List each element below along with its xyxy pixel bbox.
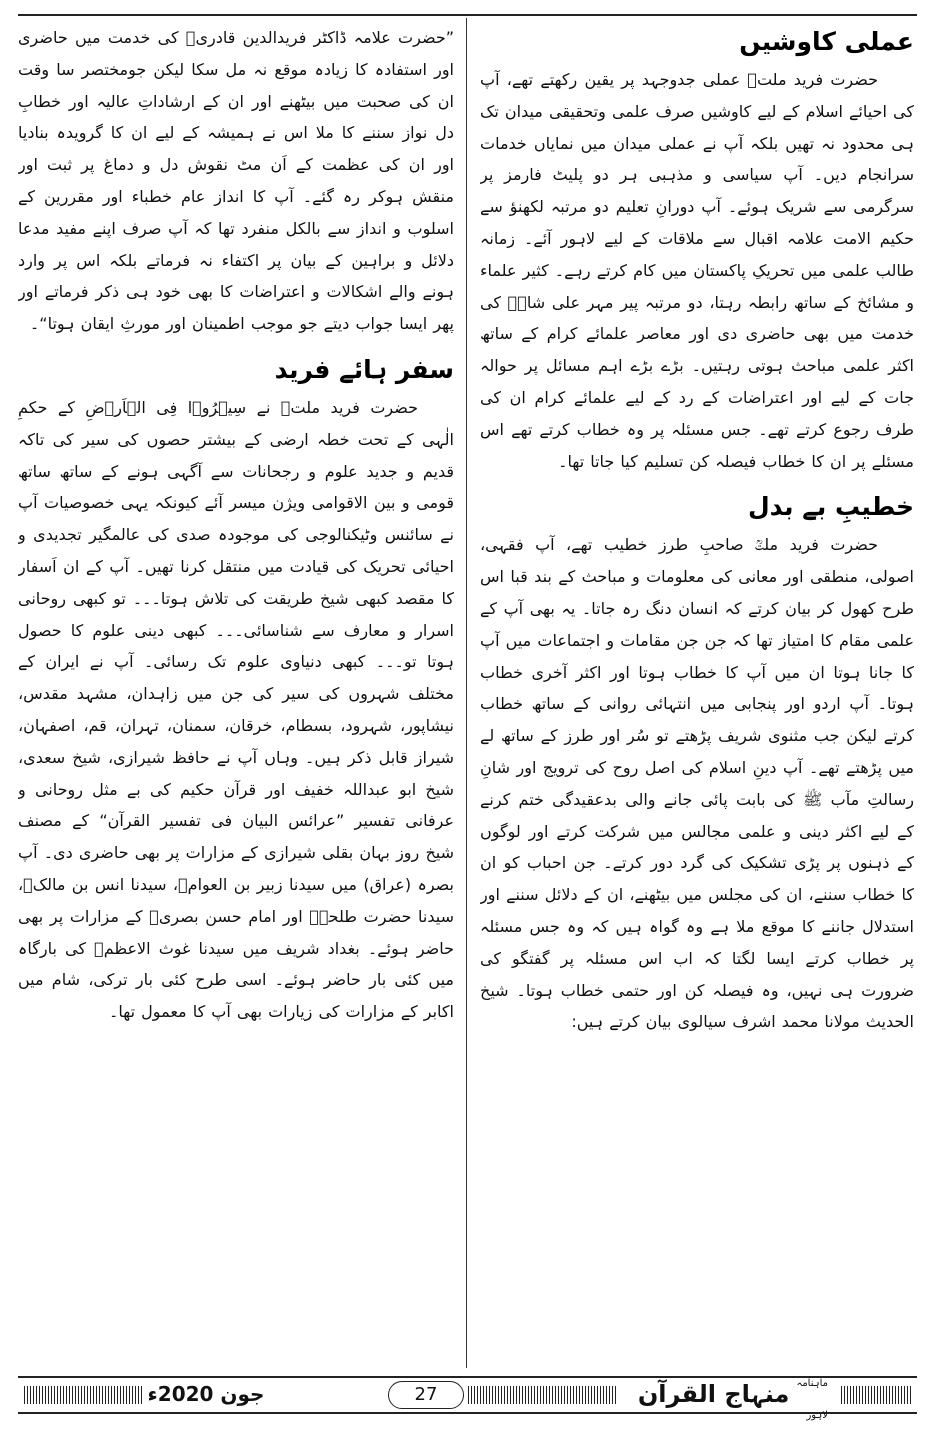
page-number: 27 — [388, 1381, 464, 1409]
left-column — [18, 22, 454, 1367]
section-heading-orator: خطیبِ بے بدل — [747, 492, 914, 522]
issue-date: جون 2020ء — [147, 1382, 265, 1406]
section-heading-travels: سفر ہائے فرید — [274, 354, 454, 384]
right-column — [480, 22, 914, 1367]
footer-hatch-right — [841, 1386, 911, 1404]
quote-paragraph: ”حضرت علامہ ڈاکٹر فریدالدین قادریؒ کی خدمت میں حاضری اور استفادہ کا زیادہ موقع نہ مل سکا لیکن جومختصر سا وقت ان کی صحبت میں بیٹھنے اور ان کے ارشاداتِ عالیہ اور خطابِ دل نواز سننے کا ملا اس نے ہمیشہ کے لیے ان کا گرویدہ بنادیا اور ان کی عظمت کے اَن مٹ نقوش دل و دماغ پر ثبت اور منقش ہوکر رہ گئے۔ آپ کا انداز عام خطباء اور مقررین کے اسلوب و انداز سے بالکل منفرد تھا کہ آپ صرف اپنے مفید مدعا دلائل و براہین کے بیان پر اکتفاء نہ فرماتے بلکہ اس پر وارد ہونے والے اشکالات و اعتراضات کا بھی خود ہی ذکر فرماتے اور پھر ایسا جواب دیتے جو موجب اطمینان اور مورثِ ایقان ہوتا“۔ — [18, 28, 454, 334]
footer-hatch-left — [24, 1386, 142, 1404]
magazine-logo — [628, 1378, 828, 1421]
paragraph-practical-efforts: حضرت فرید ملتؒ عملی جدوجہد پر یقین رکھتے تھے، آپ کی احیائے اسلام کے لیے کاوشیں صرف علمی وتحقیقی میدان تک ہی محدود نہ تھیں بلکہ آپ نے عملی میدان میں نمایاں خدمات سرانجام دیں۔ آپ سیاسی و مذہبی ہر دو پلیٹ فارمز پر سرگرمی سے شریک ہوئے۔ آپ دورانِ تعلیم دو مرتبہ لکھنؤ سے حکیم الامت علامہ اقبال سے ملاقات کے لیے لاہور آئے۔ زمانہ طالب علمی میں تحریکِ پاکستان میں کام کرتے رہے۔ کثیر علماء و مشائخ کے ساتھ رابطہ رہتا، دو مرتبہ پیر مہر علی شاہؒ کی خدمت میں بھی حاضری دی اور معاصر علمائے کرام کے ساتھ اکثر علمی مباحث ہوتی رہتیں۔ بڑے بڑے اہم مسائل پر حوالہ جات کے لیے اور اعتراضات کے رد کے لیے علمائے کرام ان کی طرف رجوع کرتے تھے۔ جس مسئلہ پر وہ خطاب کرتے تھے اس مسئلے پر ان کا خطاب فیصلہ کن تسلیم کیا جاتا تھا۔ — [480, 70, 914, 471]
page-footer — [18, 1376, 917, 1421]
magazine-label: ماہنامہ — [796, 1378, 828, 1389]
paragraph-orator: حضرت فرید ملتؒ صاحبِ طرز خطیب تھے، آپ فقہی، اصولی، منطقی اور معانی کی معلومات و مباحث کے بند قبا اس طرح کھول کر بیان کرتے کہ انسان دنگ رہ جاتا۔ یہ بھی آپ کے علمی مقام کا امتیاز تھا کہ جن جن مقامات و اجتماعات میں آپ کا جانا ہوتا ان میں آپ کا خطاب ہوتا اور اکثر آخری خطاب ہوتا۔ آپ اردو اور پنجابی میں انتہائی روانی کے ساتھ خطاب کرتے لیکن جب مثنوی شریف پڑھتے تو سُر اور طرز کے ساتھ لے میں پڑھتے تھے۔ آپ دینِ اسلام کی اصل روح کی ترویج اور شانِ رسالتِ مآب ﷺ کی بابت پائی جانے والی بدعقیدگی ختم کرنے کے لیے اکثر دینی و علمی مجالس میں شرکت کرتے اور لوگوں کے ذہنوں پر پڑی تشکیک کی گرد دور کرتے۔ جن احباب کو ان کا خطاب سننے، ان کی مجلس میں بیٹھنے، ان کے دلائل سننے اور استدلال جاننے کا موقع ملا ہے وہ گواہ ہیں کہ وہ جس مسئلہ پر خطاب کرتے ایسا لگتا کہ اب اس مسئلہ پر گفتگو کی ضرورت ہی نہیں، وہ فیصلہ کن اور حتمی خطاب ہوتا۔ شیخ الحدیث مولانا محمد اشرف سیالوی بیان کرتے ہیں: — [480, 535, 914, 1032]
paragraph-travels: حضرت فرید ملتؒ نے سِیۡرُوۡا فِی الۡاَرۡضِ کے حکمِ الٰہی کے تحت خطہ ارضی کے بیشتر حصوں کی سیر کی تاکہ قدیم و جدید علوم و رجحانات سے آگہی ہونے کے ساتھ ساتھ قومی و بین الاقوامی ویژن میسر آئے کیونکہ یہی خصوصیات آپ نے سائنس وٹیکنالوجی کی موجودہ صدی کی عالمگیر تجدیدی و احیائی تحریک کی قیادت میں منتقل کرنا تھیں۔ آپ کے ان اَسفار کا مقصد کبھی شیخ طریقت کی تلاش ہوتا۔۔۔ تو کبھی روحانی اسرار و معارف سے شناسائی۔۔۔ کبھی دینی علوم کا حصول ہوتا تو۔۔۔ کبھی دنیاوی علوم تک رسائی۔ آپ نے ایران کے مختلف شہروں کی سیر کی جن میں زاہدان، مشہد مقدس، نیشاپور، شہرود، بسطام، خرقان، سمنان، تہران، قم، اصفہان، شیراز قابل ذکر ہیں۔ وہاں آپ نے حافظ شیرازی، شیخ سعدی، شیخ ابو عبداللہ خفیف اور قرآن حکیم کی بے مثل روحانی و عرفانی تفسیر ”عرائس البیان فی تفسیر القرآن“ کے مصنف شیخ روز بہان بقلی شیرازی کے مزارات پر بھی حاضری دی۔ آپ بصرہ (عراق) میں سیدنا زبیر بن العوامؓ، سیدنا انس بن مالکؓ، سیدنا حضرت طلحہؓ اور امام حسن بصریؒ کے مزارات پر بھی حاضر ہوئے۔ بغداد شریف میں سیدنا غوث الاعظمؒ کی بارگاہ میں کئی بار حاضر ہوئے۔ اسی طرح کئی بار ترکی، شام میں اکابر کے مزارات کی زیارات بھی آپ کا معمول تھا۔ — [18, 397, 454, 1022]
magazine-title: منہاج القرآن — [637, 1380, 790, 1408]
magazine-city: لاہور — [806, 1410, 828, 1421]
top-rule — [18, 14, 917, 16]
section-heading-practical-efforts: عملی کاوشیں — [739, 27, 914, 56]
footer-hatch-middle — [468, 1386, 618, 1404]
column-divider — [466, 18, 467, 1368]
